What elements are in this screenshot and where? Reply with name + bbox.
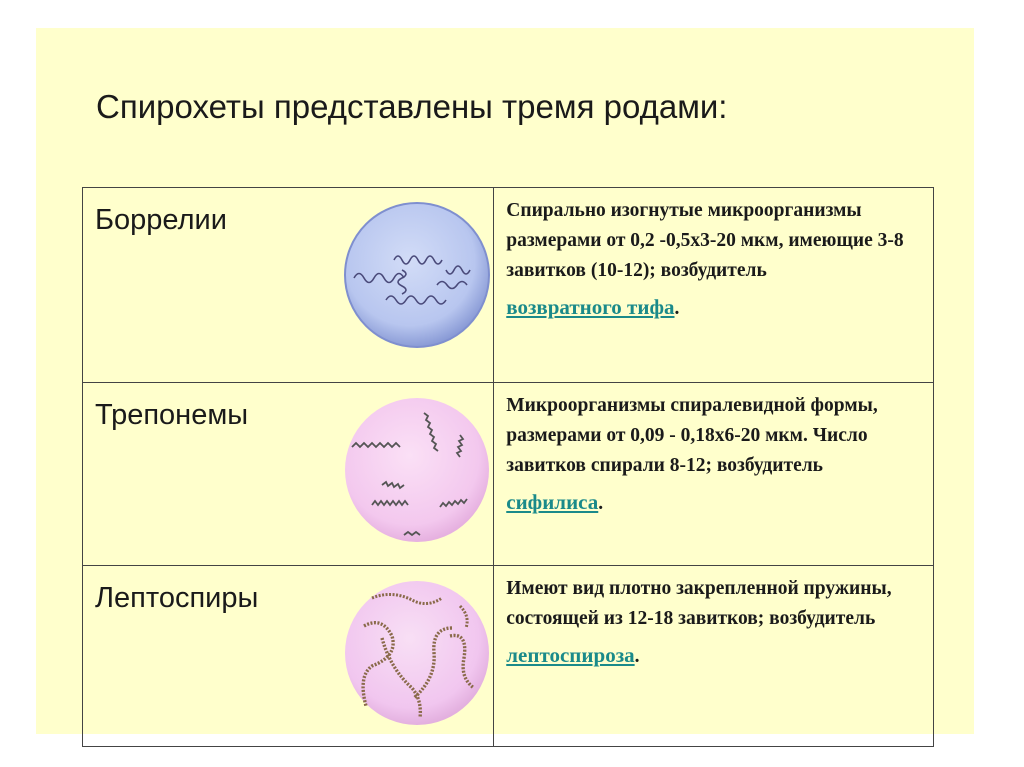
sentence-period: .: [598, 493, 604, 514]
borrelia-description: Спирально изогнутые микроорганизмы размерами от 0,2 -0,5х3-20 мкм, имеющие 3-8 завитков (10-12); возбудитель: [506, 200, 904, 281]
table-row: [83, 566, 934, 747]
genus-cell: [83, 188, 494, 383]
table-row: [83, 188, 934, 383]
genus-description-cell: [494, 188, 934, 383]
genus-cell: [83, 566, 494, 747]
borrelia-micrograph: [342, 200, 492, 350]
leptospira-description: Имеют вид плотно закрепленной пружины, состоящей из 12-18 завитков; возбудитель: [506, 578, 892, 629]
sentence-period: .: [674, 298, 680, 319]
genus-name-borrelia: Боррелии: [95, 204, 227, 236]
genus-description-cell: [494, 383, 934, 566]
sentence-period: .: [634, 646, 640, 667]
treponema-disease-link[interactable]: сифилиса: [506, 490, 599, 514]
genus-name-treponema: Трепонемы: [95, 399, 249, 431]
slide-title: Спирохеты представлены тремя родами:: [96, 88, 728, 125]
genus-description-cell: [494, 566, 934, 747]
genus-cell: [83, 383, 494, 566]
genus-name-leptospira: Лептоспиры: [95, 582, 259, 614]
leptospira-disease-link[interactable]: лептоспироза: [506, 643, 635, 667]
treponema-micrograph: [342, 395, 492, 545]
genera-table: [82, 187, 934, 747]
leptospira-micrograph: [342, 578, 492, 728]
table-row: [83, 383, 934, 566]
treponema-description: Микроорганизмы спиралевидной формы, размерами от 0,09 - 0,18х6-20 мкм. Число завитков спирали 8-12; возбудитель: [506, 395, 878, 476]
borrelia-disease-link[interactable]: возвратного тифа: [506, 295, 675, 319]
